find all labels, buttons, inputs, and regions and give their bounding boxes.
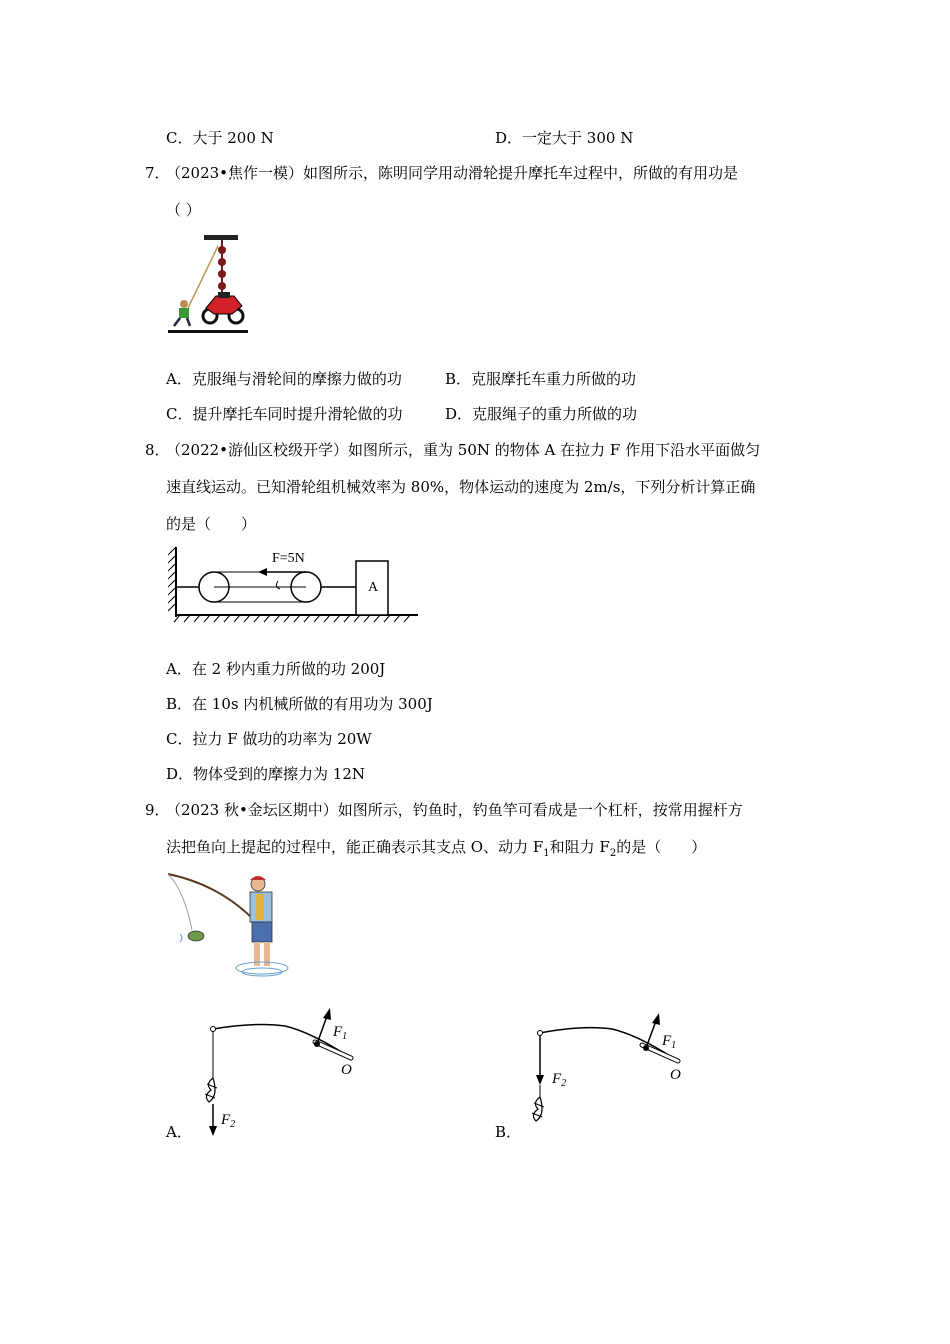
q9-stem-line1: （2023 秋•金坛区期中）如图所示，钓鱼时，钓鱼竿可看成是一个杠杆，按常用握杆方 xyxy=(166,801,743,819)
boy-head xyxy=(180,300,188,308)
fisherman-shorts xyxy=(252,922,272,942)
q8-option-a: A．在 2 秒内重力所做的功 200J xyxy=(166,660,386,678)
ground-line xyxy=(168,330,248,333)
q9-subscript-1: 1 xyxy=(543,848,550,859)
fulcrum-o-label: O xyxy=(670,1067,681,1083)
q8-option-b: B．在 10s 内机械所做的有用功为 300J xyxy=(166,695,433,713)
q8-stem-line1: （2022•游仙区校级开学）如图所示，重为 50N 的物体 A 在拉力 F 作用下沿水平面做匀 xyxy=(166,441,761,459)
q9-stem-line2-part-c: 的是（ ） xyxy=(616,838,707,856)
q6-option-d: D．一定大于 300 N xyxy=(495,129,634,147)
q6-option-c: C．大于 200 N xyxy=(166,129,274,147)
fishing-rod xyxy=(168,874,250,916)
q9-number: 9． xyxy=(145,801,170,819)
q7-stem-line2: （ ） xyxy=(166,201,201,219)
f2-arrowhead xyxy=(536,1075,544,1085)
q9-option-a-label: A． xyxy=(166,1123,192,1141)
q7-number: 7． xyxy=(145,164,170,182)
f2-label: $F_2$ xyxy=(552,1071,567,1089)
q7-stem-line1: （2023•焦作一模）如图所示，陈明同学用动滑轮提升摩托车过程中，所做的有用功是 xyxy=(166,164,739,182)
f2-label: $F_2$ xyxy=(221,1112,236,1130)
q9-stem-line2-part-a: 法把鱼向上提起的过程中，能正确表示其支点 O、动力 F xyxy=(166,838,544,856)
q8-number: 8． xyxy=(145,441,170,459)
f1-arrowhead xyxy=(652,1013,660,1025)
f2-arrowhead xyxy=(209,1126,217,1136)
f1-label: $F_1$ xyxy=(333,1024,348,1042)
q7-option-a: A．克服绳与滑轮间的摩擦力做的功 xyxy=(166,370,402,388)
f1-arrowhead xyxy=(323,1008,331,1020)
q8-stem-line2: 速直线运动。已知滑轮组机械效率为 80%，物体运动的速度为 2m/s，下列分析计算正确 xyxy=(166,478,756,496)
q8-option-d: D．物体受到的摩擦力为 12N xyxy=(166,765,366,783)
q9-fisherman-figure xyxy=(166,870,290,982)
lever-rod xyxy=(213,1025,351,1058)
q8-pulley-block-figure xyxy=(166,545,422,625)
f1-label: $F_1$ xyxy=(662,1033,677,1051)
q7-option-c: C．提升摩托车同时提升滑轮做的功 xyxy=(166,405,403,423)
force-label: F=5N xyxy=(272,551,305,566)
q9-option-b-lever-figure xyxy=(520,1005,692,1141)
ceiling-bar xyxy=(204,235,238,240)
q7-pulley-motorcycle-figure xyxy=(166,232,250,336)
lever-rod xyxy=(540,1028,678,1061)
q7-option-b: B．克服摩托车重力所做的功 xyxy=(445,370,637,388)
fish-icon xyxy=(206,1078,215,1102)
q9-option-a-lever-figure xyxy=(195,1000,367,1142)
q9-option-b-label: B． xyxy=(495,1123,522,1141)
q7-option-d: D．克服绳子的重力所做的功 xyxy=(445,405,638,423)
boy-body xyxy=(179,308,189,318)
q8-stem-line3: 的是（ ） xyxy=(166,515,257,533)
q9-stem-line2-part-b: 和阻力 F xyxy=(549,838,610,856)
fish xyxy=(188,931,204,941)
q8-option-c: C．拉力 F 做功的功率为 20W xyxy=(166,730,372,748)
fulcrum-o-label: O xyxy=(341,1062,352,1078)
fish-icon xyxy=(533,1097,542,1121)
q9-stem-line2 xyxy=(166,837,706,864)
block-a-label: A xyxy=(368,580,379,595)
q9-subscript-2: 2 xyxy=(609,848,617,859)
